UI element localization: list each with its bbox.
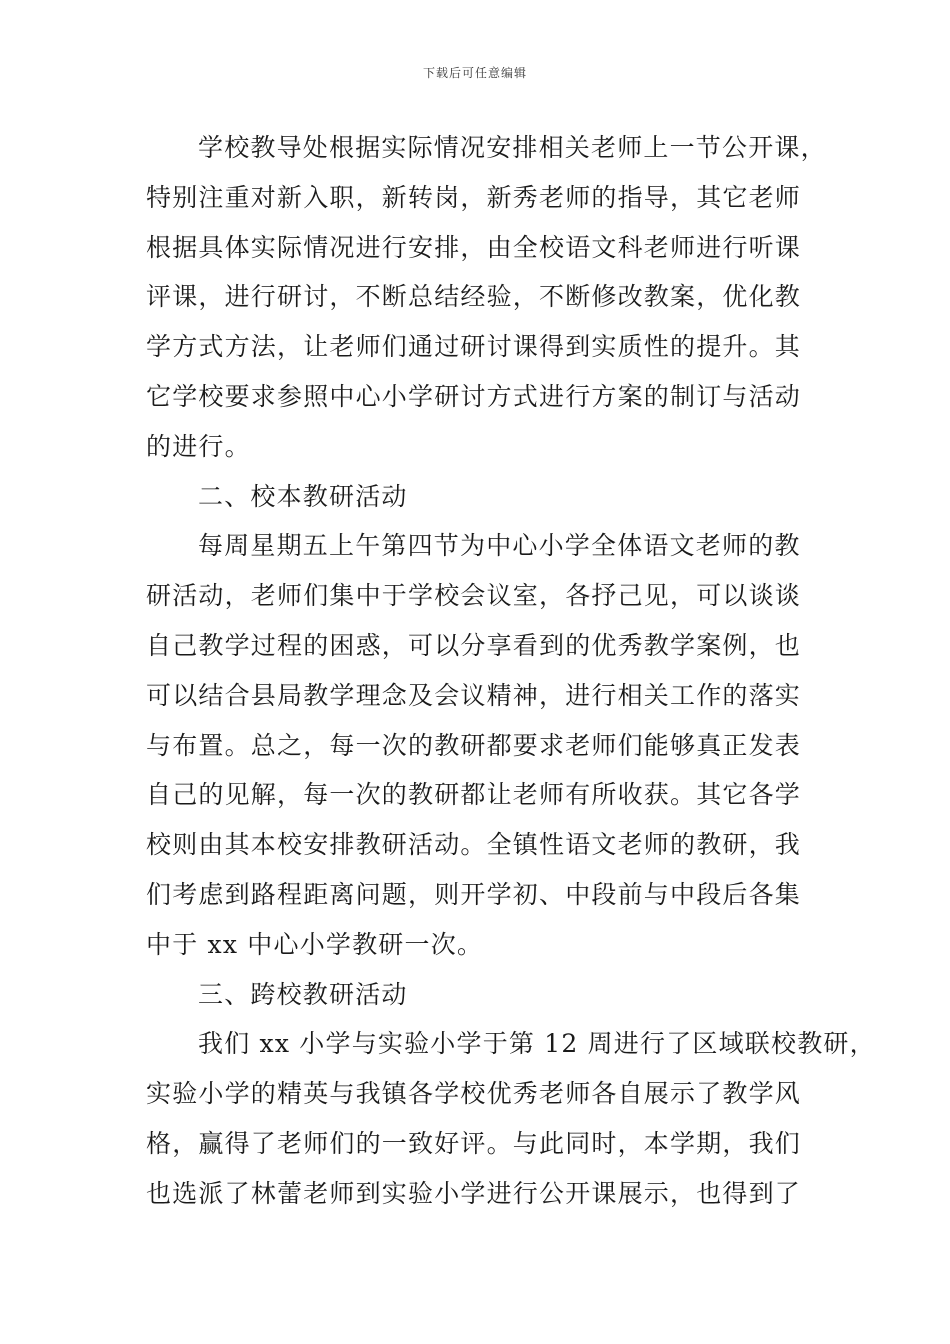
section-heading: 三、跨校教研活动 <box>198 979 408 1009</box>
text-line: 特别注重对新入职，新转岗，新秀老师的指导，其它老师 <box>146 182 802 212</box>
page-header: 下载后可任意编辑 <box>422 66 527 80</box>
text-line: 自己的见解，每一次的教研都让老师有所收获。其它各学 <box>146 780 802 810</box>
text-line: 研活动，老师们集中于学校会议室，各抒己见，可以谈谈 <box>146 581 802 611</box>
text-line: 实验小学的精英与我镇各学校优秀老师各自展示了教学风 <box>146 1079 802 1109</box>
text-line: 们考虑到路程距离问题，则开学初、中段前与中段后各集 <box>146 879 802 909</box>
text-line: 自己教学过程的困惑，可以分享看到的优秀教学案例，也 <box>146 630 802 660</box>
text-line: 每周星期五上午第四节为中心小学全体语文老师的教 <box>198 531 801 561</box>
text-line: 根据具体实际情况进行安排，由全校语文科老师进行听课 <box>146 232 802 262</box>
section-heading: 二、校本教研活动 <box>198 481 408 511</box>
text-line: 它学校要求参照中心小学研讨方式进行方案的制订与活动 <box>146 381 802 411</box>
text-line: 格，赢得了老师们的一致好评。与此同时，本学期，我们 <box>146 1128 802 1158</box>
text-line: 也选派了林蕾老师到实验小学进行公开课展示，也得到了 <box>146 1178 802 1208</box>
text-line: 的进行。 <box>146 431 251 461</box>
text-line: 学校教导处根据实际情况安排相关老师上一节公开课， <box>198 133 827 162</box>
document-body <box>146 128 876 1224</box>
text-line: 可以结合县局教学理念及会议精神，进行相关工作的落实 <box>146 680 802 710</box>
text-line: 校则由其本校安排教研活动。全镇性语文老师的教研，我 <box>146 830 802 860</box>
text-line: 中于 xx 中心小学教研一次。 <box>146 929 484 959</box>
text-line: 我们 xx 小学与实验小学于第 12 周进行了区域联校教研， <box>198 1029 876 1059</box>
text-line: 评课，进行研讨，不断总结经验，不断修改教案，优化教 <box>146 282 802 312</box>
text-line: 学方式方法，让老师们通过研讨课得到实质性的提升。其 <box>146 332 802 362</box>
text-line: 与布置。总之，每一次的教研都要求老师们能够真正发表 <box>146 730 802 760</box>
